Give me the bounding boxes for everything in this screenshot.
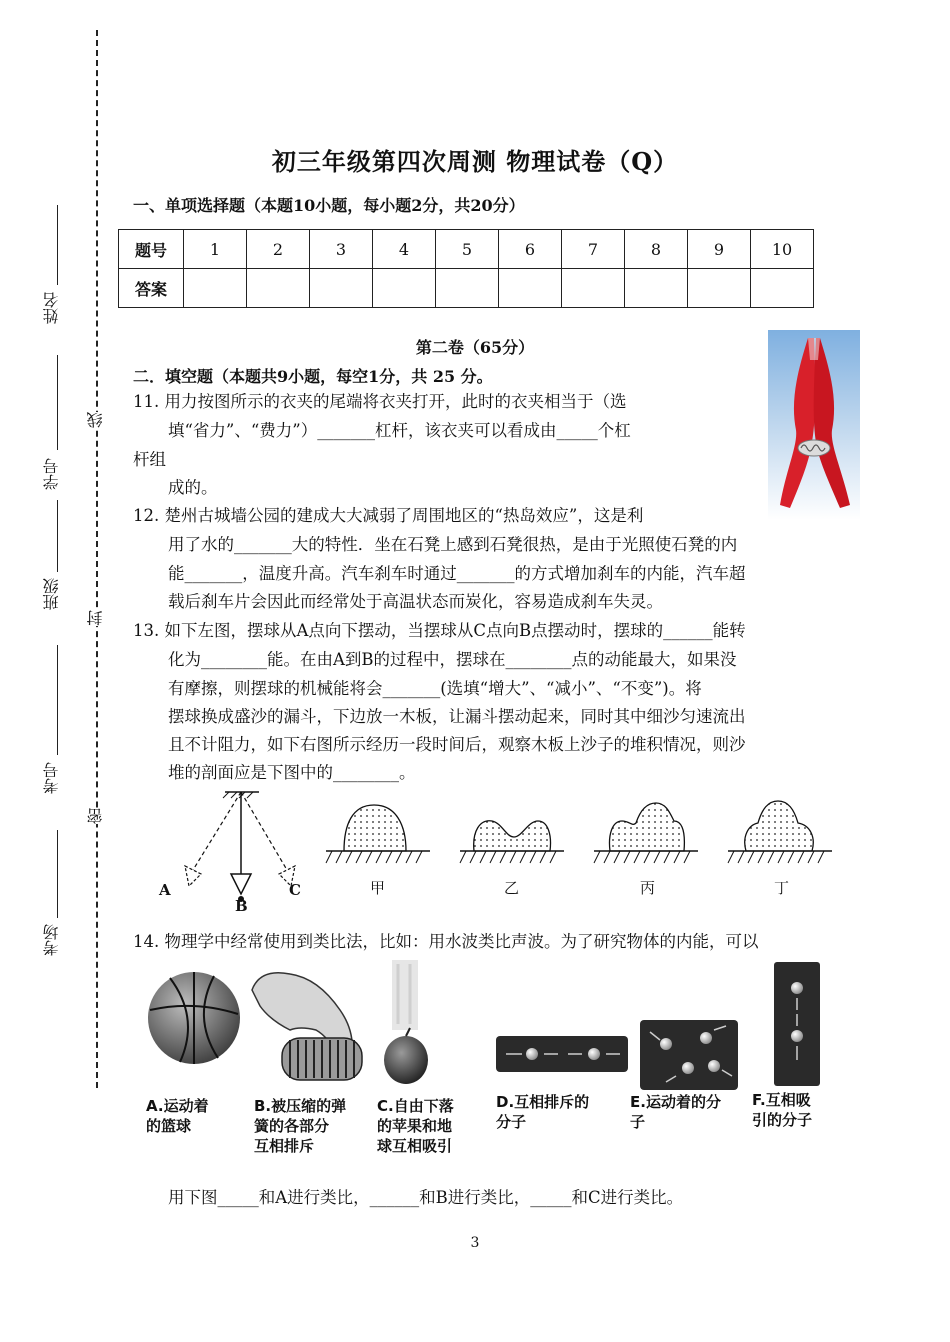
pendulum-label-c: C [289,881,301,899]
q11-line-2: 填“省力”、“费力”）_______杠杆，该衣夹可以看成由_____个杠 [168,421,631,440]
q14-analogy-pictures [140,960,840,1090]
caption-a [146,1096,209,1136]
caption-a-line-1: A.运动着 [146,1097,209,1115]
q12-line-2: 用了水的_______大的特性．坐在石凳上感到石凳很热，是由于光照使石凳的内 [168,535,738,554]
table-header-number: 题号 [119,230,184,269]
caption-a-line-2: 的篮球 [146,1117,192,1135]
sand-profile-diagrams [322,795,842,905]
caption-d-line-2: 分子 [496,1113,527,1131]
margin-label-class: 班级 [42,578,61,610]
q13-line-4: 摆球换成盛沙的漏斗，下边放一木板，让漏斗摆动起来，同时其中细沙匀速流出 [168,707,746,726]
compressed-spring-picture [252,973,362,1080]
margin-blank-room [57,830,58,918]
caption-f-line-2: 引的分子 [752,1111,813,1129]
margin-blank-student-id [57,355,58,450]
sand-option-yi [460,821,564,897]
caption-b [254,1096,346,1156]
q14-line-1: 14. 物理学中经常使用到类比法，比如：用水波类比声波。为了研究物体的内能，可以 [133,932,759,951]
clothespin-photo [768,330,860,520]
question-number-cell: 9 [688,230,751,269]
sand-option-ding [728,801,832,897]
answer-cell[interactable] [562,269,625,308]
section-heading-choice: 一、单项选择题（本题10小题，每小题2分，共20分） [133,196,525,215]
q11-line-4: 成的。 [168,478,218,497]
seal-mark-secret: 密 [86,808,105,824]
q12-line-3: 能_______，温度升高。汽车刹车时通过_______的方式增加刹车的内能，汽车超 [168,564,746,583]
caption-b-line-3: 互相排斥 [254,1137,315,1155]
binding-dashed-line [96,30,98,1088]
answer-cell[interactable] [436,269,499,308]
question-number-cell: 7 [562,230,625,269]
caption-c-line-2: 的苹果和地 [377,1117,453,1135]
margin-blank-class [57,500,58,572]
answer-cell[interactable] [373,269,436,308]
sand-label-yi: 乙 [504,879,520,897]
q13-line-3: 有摩擦，则摆球的机械能将会_______(选填“增大”、“减小”、“不变”)。将 [168,679,702,698]
question-number-cell: 6 [499,230,562,269]
caption-d-line-1: D.互相排斥的 [496,1093,590,1111]
answer-cell[interactable] [184,269,247,308]
margin-label-name: 姓名 [42,292,61,324]
question-number-cell: 2 [247,230,310,269]
attracting-molecules-picture [774,962,820,1086]
q12-line-4: 载后刹车片会因此而经常处于高温状态而炭化，容易造成刹车失灵。 [168,592,663,611]
falling-apple-picture [384,960,428,1084]
caption-f-line-1: F.互相吸 [752,1091,811,1109]
q12-line-1: 12. 楚州古城墙公园的建成大大减弱了周围地区的“热岛效应”，这是利 [133,506,644,525]
caption-d [496,1092,589,1132]
caption-f [752,1090,812,1130]
q13-line-2: 化为________能。在由A到B的过程中，摆球在________点的动能最大，如果没 [168,650,737,669]
caption-b-line-1: B.被压缩的弹 [254,1097,347,1115]
caption-e-line-1: E.运动着的分 [630,1093,721,1111]
section-heading-fill-blank: 二．填空题（本题共9小题，每空1分，共 25 分。 [133,367,493,386]
q13-line-5: 且不计阻力，如下右图所示经历一段时间后，观察木板上沙子的堆积情况，则沙 [168,735,746,754]
sand-option-jia [326,805,430,897]
seal-mark-seal: 封 [86,610,105,626]
sand-label-bing: 丙 [640,879,656,897]
question-number-cell: 1 [184,230,247,269]
answer-cell[interactable] [247,269,310,308]
caption-b-line-2: 簧的各部分 [254,1117,330,1135]
answer-table-number-row [119,230,814,269]
table-header-answer: 答案 [119,269,184,308]
question-number-cell: 5 [436,230,499,269]
answer-cell[interactable] [310,269,373,308]
question-number-cell: 4 [373,230,436,269]
sand-option-bing [594,803,698,897]
caption-c [377,1096,454,1156]
repelling-molecules-picture [496,1036,628,1072]
q13-line-1: 13. 如下左图，摆球从A点向下摆动，当摆球从C点向B点摆动时，摆球的______能转 [133,621,746,640]
caption-c-line-1: C.自由下落 [377,1097,454,1115]
sand-label-ding: 丁 [774,879,790,897]
answer-table-answer-row [119,269,814,308]
page-title: 初三年级第四次周测 物理试卷（Q） [271,147,679,176]
answer-cell[interactable] [499,269,562,308]
question-number-cell: 8 [625,230,688,269]
answer-table [118,229,814,308]
seal-mark-line: 线 [86,412,105,428]
q11-line-1: 11. 用力按图所示的衣夹的尾端将衣夹打开，此时的衣夹相当于（选 [133,392,627,411]
answer-cell[interactable] [625,269,688,308]
margin-label-exam-no: 考号 [42,762,61,794]
margin-blank-name [57,205,58,285]
margin-label-student-id: 学号 [42,458,61,490]
q14-last-line: 用下图_____和A进行类比，______和B进行类比，_____和C进行类比。 [168,1188,684,1207]
page-number: 3 [470,1235,480,1251]
answer-cell[interactable] [688,269,751,308]
caption-e [630,1092,721,1132]
caption-e-line-2: 子 [630,1113,646,1131]
part2-title: 第二卷（65分） [415,338,535,357]
q13-line-6: 堆的剖面应是下图中的________。 [168,763,416,782]
pendulum-diagram [155,782,315,912]
margin-label-room: 考场 [42,924,61,956]
caption-c-line-3: 球互相吸引 [377,1137,453,1155]
sand-label-jia: 甲 [370,879,386,897]
pendulum-label-a: A [159,881,171,899]
moving-molecules-picture [640,1020,738,1090]
pendulum-label-b: B [235,897,248,912]
question-number-cell: 3 [310,230,373,269]
answer-cell[interactable] [751,269,814,308]
margin-blank-exam-no [57,645,58,755]
question-number-cell: 10 [751,230,814,269]
basketball-picture [148,972,240,1064]
q11-line-3: 杆组 [133,450,166,469]
